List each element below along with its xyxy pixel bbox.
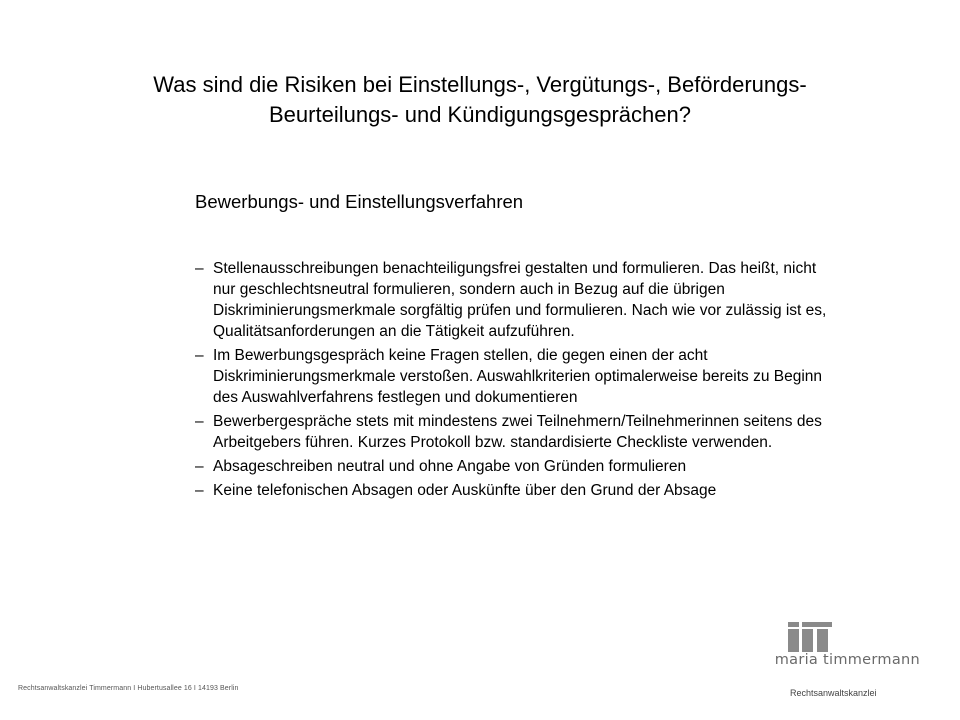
bullet-item: [195, 258, 835, 342]
bullet-item: [195, 411, 835, 453]
bullet-marker: –: [195, 482, 204, 499]
section-heading: Bewerbungs- und Einstellungsverfahren: [195, 191, 524, 212]
slide-title: [40, 70, 920, 130]
bullet-text: Stellenausschreibungen benachteiligungsfrei gestalten und formulieren. Das heißt, nicht nur geschlechtsneutral formulieren, sondern auch in Bezug auf die übrigen Diskriminierungsmerkmale sorgfältig prüfen und formulieren. Nach wie vor zulässig ist es, Qualitätsanforderungen an die Tätigkeit aufzuführen.: [213, 260, 827, 340]
company-logo: [760, 622, 920, 682]
bullet-marker: –: [195, 260, 204, 277]
bullet-text: Bewerbergespräche stets mit mindestens zwei Teilnehmern/Teilnehmerinnen seitens des Arbeitgebers führen. Kurzes Protokoll bzw. standardisierte Checkliste verwenden.: [213, 413, 822, 451]
bullet-text: Keine telefonischen Absagen oder Auskünfte über den Grund der Absage: [213, 482, 717, 499]
mt-monogram-icon: [788, 622, 832, 652]
bullet-marker: –: [195, 347, 204, 364]
bullet-list: [195, 258, 835, 504]
slide-title-line-1: Was sind die Risiken bei Einstellungs-, Vergütungs-, Beförderungs-: [153, 72, 807, 97]
bullet-item: [195, 480, 835, 501]
bullet-item: [195, 345, 835, 408]
bullet-marker: –: [195, 413, 204, 430]
logo-wordmark: maria timmermann: [774, 652, 920, 668]
bullet-text: Absageschreiben neutral und ohne Angabe von Gründen formulieren: [213, 458, 687, 475]
bullet-marker: –: [195, 458, 204, 475]
bullet-item: [195, 456, 835, 477]
footer-firm-type: Rechtsanwaltskanzlei: [790, 688, 877, 698]
bullet-text: Im Bewerbungsgespräch keine Fragen stellen, die gegen einen der acht Diskriminierungsmerkmale verstoßen. Auswahlkriterien optimalerweise bereits zu Beginn des Auswahlverfahrens festlegen und dokumentieren: [213, 347, 823, 406]
slide-title-line-2: Beurteilungs- und Kündigungsgesprächen?: [269, 102, 691, 127]
footer-address: Rechtsanwaltskanzlei Timmermann I Hubertusallee 16 I 14193 Berlin: [18, 685, 239, 692]
